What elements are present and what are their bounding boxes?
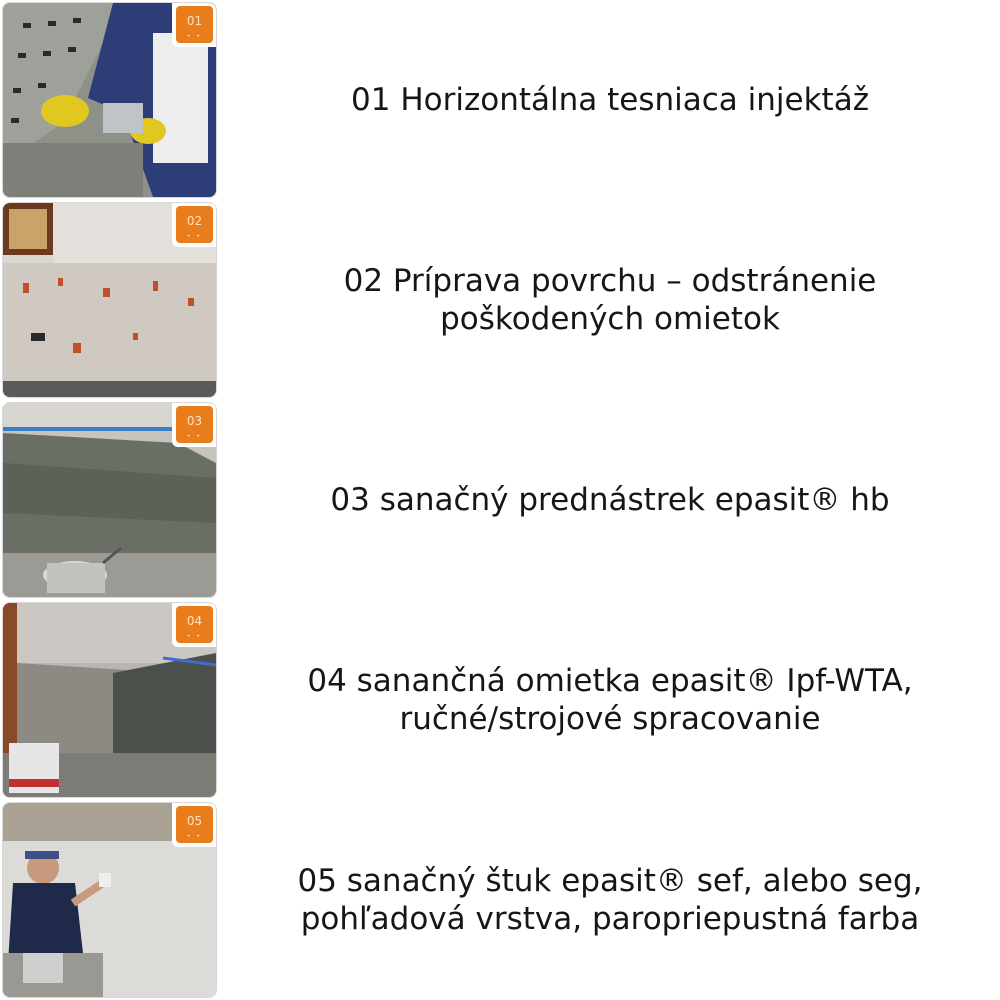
- step-number: 04: [186, 614, 203, 628]
- step-badge: 03 • •: [172, 403, 216, 447]
- step-03-photo: [3, 403, 216, 597]
- step-04-photo: [3, 603, 216, 797]
- step-badge: 01 • •: [172, 3, 216, 47]
- step-01-photo: [3, 3, 216, 197]
- step-05: [0, 800, 1000, 1000]
- step-caption: 04 sanančná omietka epasit® Ipf-WTA, ručné/strojové spracovanie: [307, 663, 913, 737]
- step-05-photo: [3, 803, 216, 997]
- step-number: 02: [186, 214, 203, 228]
- step-number: 05: [186, 814, 203, 828]
- step-number: 01: [186, 14, 203, 28]
- step-badge: 04 • •: [172, 603, 216, 647]
- step-caption: 02 Príprava povrchu – odstránenie poškodených omietok: [343, 263, 877, 337]
- step-badge: 05 • •: [172, 803, 216, 847]
- step-caption: 03 sanačný prednástrek epasit® hb: [330, 482, 890, 518]
- step-caption: 05 sanačný štuk epasit® sef, alebo seg, pohľadová vrstva, paropriepustná farba: [297, 863, 923, 937]
- step-02-photo: [3, 203, 216, 397]
- step-caption: 01 Horizontálna tesniaca injektáž: [351, 82, 869, 118]
- step-03: [0, 400, 1000, 600]
- step-04: [0, 600, 1000, 800]
- step-badge: 02 • •: [172, 203, 216, 247]
- step-02: [0, 200, 1000, 400]
- step-01: [0, 0, 1000, 200]
- step-number: 03: [186, 414, 203, 428]
